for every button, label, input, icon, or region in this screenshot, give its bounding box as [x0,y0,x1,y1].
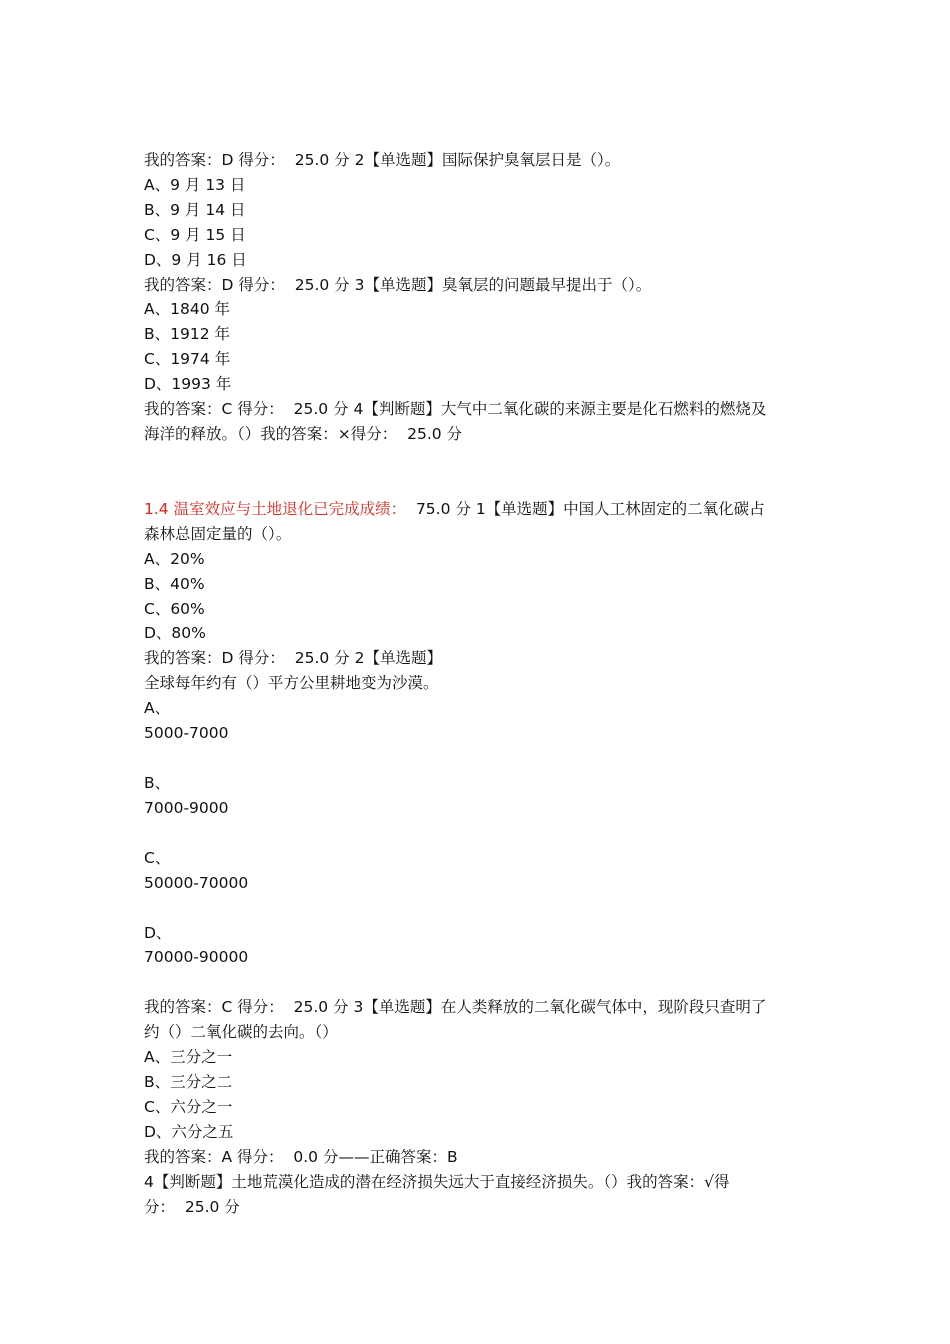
option-line: A、9 月 13 日 [144,175,246,194]
option-value: 5000-7000 [144,724,229,743]
answer-line: 我的答案：A 得分： 0.0 分——正确答案：B [144,1147,458,1166]
text-line: 海洋的释放。（）我的答案：×得分： 25.0 分 [144,424,463,443]
option-label: D、 [144,923,172,942]
section-title-rest: 75.0 分 1【单选题】中国人工林固定的二氧化碳占 [406,499,765,518]
document-body [144,148,810,1220]
section-heading-line [144,497,810,522]
option-spacer [144,821,810,846]
option-line: B、三分之二 [144,1073,233,1092]
option-spacer [144,970,810,995]
option-line: C、1974 年 [144,350,231,369]
section-title: 1.4 温室效应与土地退化已完成成绩： [144,499,407,518]
text-line: 约（）二氧化碳的去向。（） [144,1023,338,1042]
option-line: C、60% [144,599,205,618]
option-line: D、9 月 16 日 [144,250,247,269]
text-line: 分： 25.0 分 [144,1197,240,1216]
text-line: 我的答案：C 得分： 25.0 分 4【判断题】大气中二氧化碳的来源主要是化石燃料的燃烧及 [144,400,767,419]
option-label: B、 [144,773,171,792]
option-label: A、 [144,699,171,718]
answer-line: 我的答案：C 得分： 25.0 分 3【单选题】在人类释放的二氧化碳气体中，现阶段只查明了 [144,998,767,1017]
option-spacer [144,896,810,921]
option-line: B、1912 年 [144,325,231,344]
option-line: B、9 月 14 日 [144,200,246,219]
answer-line: 我的答案：D 得分： 25.0 分 2【单选题】 [144,649,442,668]
option-line: B、40% [144,574,205,593]
text-line: 我的答案：D 得分： 25.0 分 3【单选题】臭氧层的问题最早提出于（）。 [144,275,652,294]
option-line: D、80% [144,624,206,643]
text-line: 森林总固定量的（）。 [144,524,292,543]
option-line: D、1993 年 [144,375,232,394]
option-line: A、三分之一 [144,1048,233,1067]
option-value: 50000-70000 [144,873,249,892]
question-text: 全球每年约有（）平方公里耕地变为沙漠。 [144,674,439,693]
option-line: A、20% [144,549,205,568]
option-line: A、1840 年 [144,300,230,319]
option-value: 70000-90000 [144,948,249,967]
text-line: 我的答案：D 得分： 25.0 分 2【单选题】国际保护臭氧层日是（）。 [144,151,621,169]
text-line: 4【判断题】土地荒漠化造成的潜在经济损失远大于直接经济损失。（）我的答案：√得 [144,1172,730,1191]
option-value: 7000-9000 [144,798,229,817]
option-spacer [144,746,810,771]
option-line: C、9 月 15 日 [144,225,246,244]
option-label: C、 [144,848,171,867]
option-line: D、六分之五 [144,1122,234,1141]
option-line: C、六分之一 [144,1098,233,1116]
section-spacer [144,447,810,497]
